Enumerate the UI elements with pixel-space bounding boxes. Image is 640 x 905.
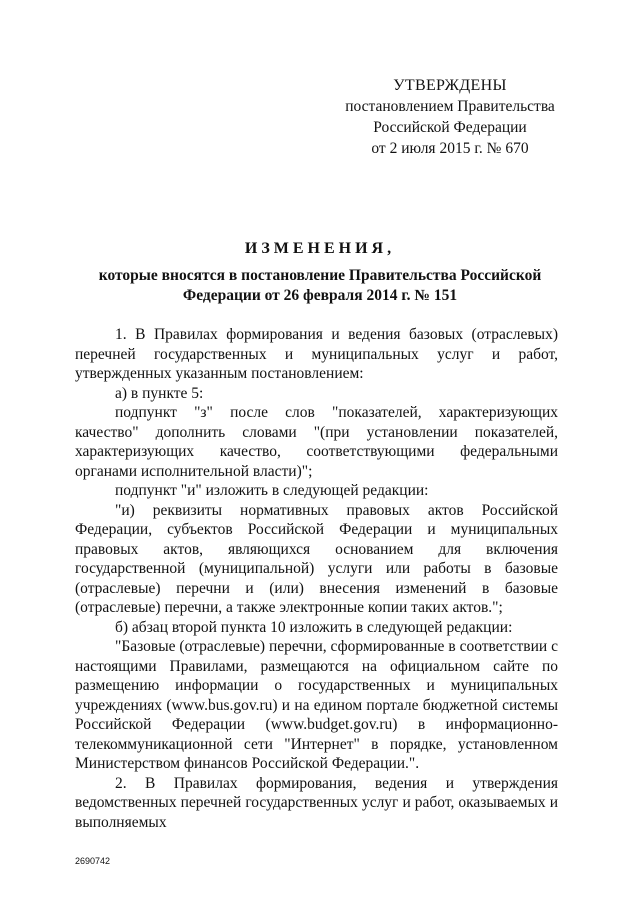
paragraph-7: "Базовые (отраслевые) перечни, сформированные в соответствии с настоящими Правилами, размещаются на официальном сайте по размещению информации о государственных и муниципальных учреждениях (www.bus.gov.ru) и на едином портале бюджетной системы Российской Федерации (www.budget.gov.ru) в информационно-телекоммуникационной сети "Интернет" в порядке, установленном Министерством финансов Российской Федерации.". — [75, 638, 558, 772]
document-code: 2690742 — [75, 856, 111, 866]
paragraph-1: 1. В Правилах формирования и ведения базовых (отраслевых) перечней государственных и муниципальных услуг и работ, утвержденных указанным постановлением: — [75, 326, 558, 382]
approval-line-3: от 2 июля 2015 г. № 670 — [371, 140, 529, 157]
paragraph-8: 2. В Правилах формирования, ведения и утверждения ведомственных перечней государственных услуг и работ, оказываемых и выполняемых — [75, 774, 558, 831]
paragraph-2: а) в пункте 5: — [115, 384, 204, 402]
paragraph-5: "и) реквизиты нормативных правовых актов Российской Федерации, субъектов Российской Федерации и муниципальных правовых актов, являющихся основанием для включения государственной (муниципальной) услуги или работы в базовые (отраслевые) перечни и (или) внесения изменений в базовые (отраслевые) перечни, а также электронные копии таких актов."; — [75, 501, 558, 616]
document-subtitle: которые вносятся в постановление Правительства Российской Федерации от 26 февраля 2014 г. № 151 — [98, 267, 542, 304]
approval-stamp — [330, 75, 570, 159]
approval-heading: УТВЕРЖДЕНЫ — [393, 77, 507, 94]
approval-line-2: Российской Федерации — [373, 119, 527, 136]
document-title: ИЗМЕНЕНИЯ, — [244, 240, 396, 257]
paragraph-6: б) абзац второй пункта 10 изложить в следующей редакции: — [115, 618, 513, 636]
title-block — [80, 240, 560, 306]
approval-line-1: постановлением Правительства — [345, 98, 555, 115]
document-body — [75, 325, 558, 832]
paragraph-4: подпункт "и" изложить в следующей редакции: — [115, 482, 429, 499]
paragraph-3: подпункт "з" после слов "показателей, характеризующих качество" дополнить словами "(при установлении показателей, характеризующих качество, соответствующими федеральными органами исполнительной власти)"; — [75, 404, 558, 480]
